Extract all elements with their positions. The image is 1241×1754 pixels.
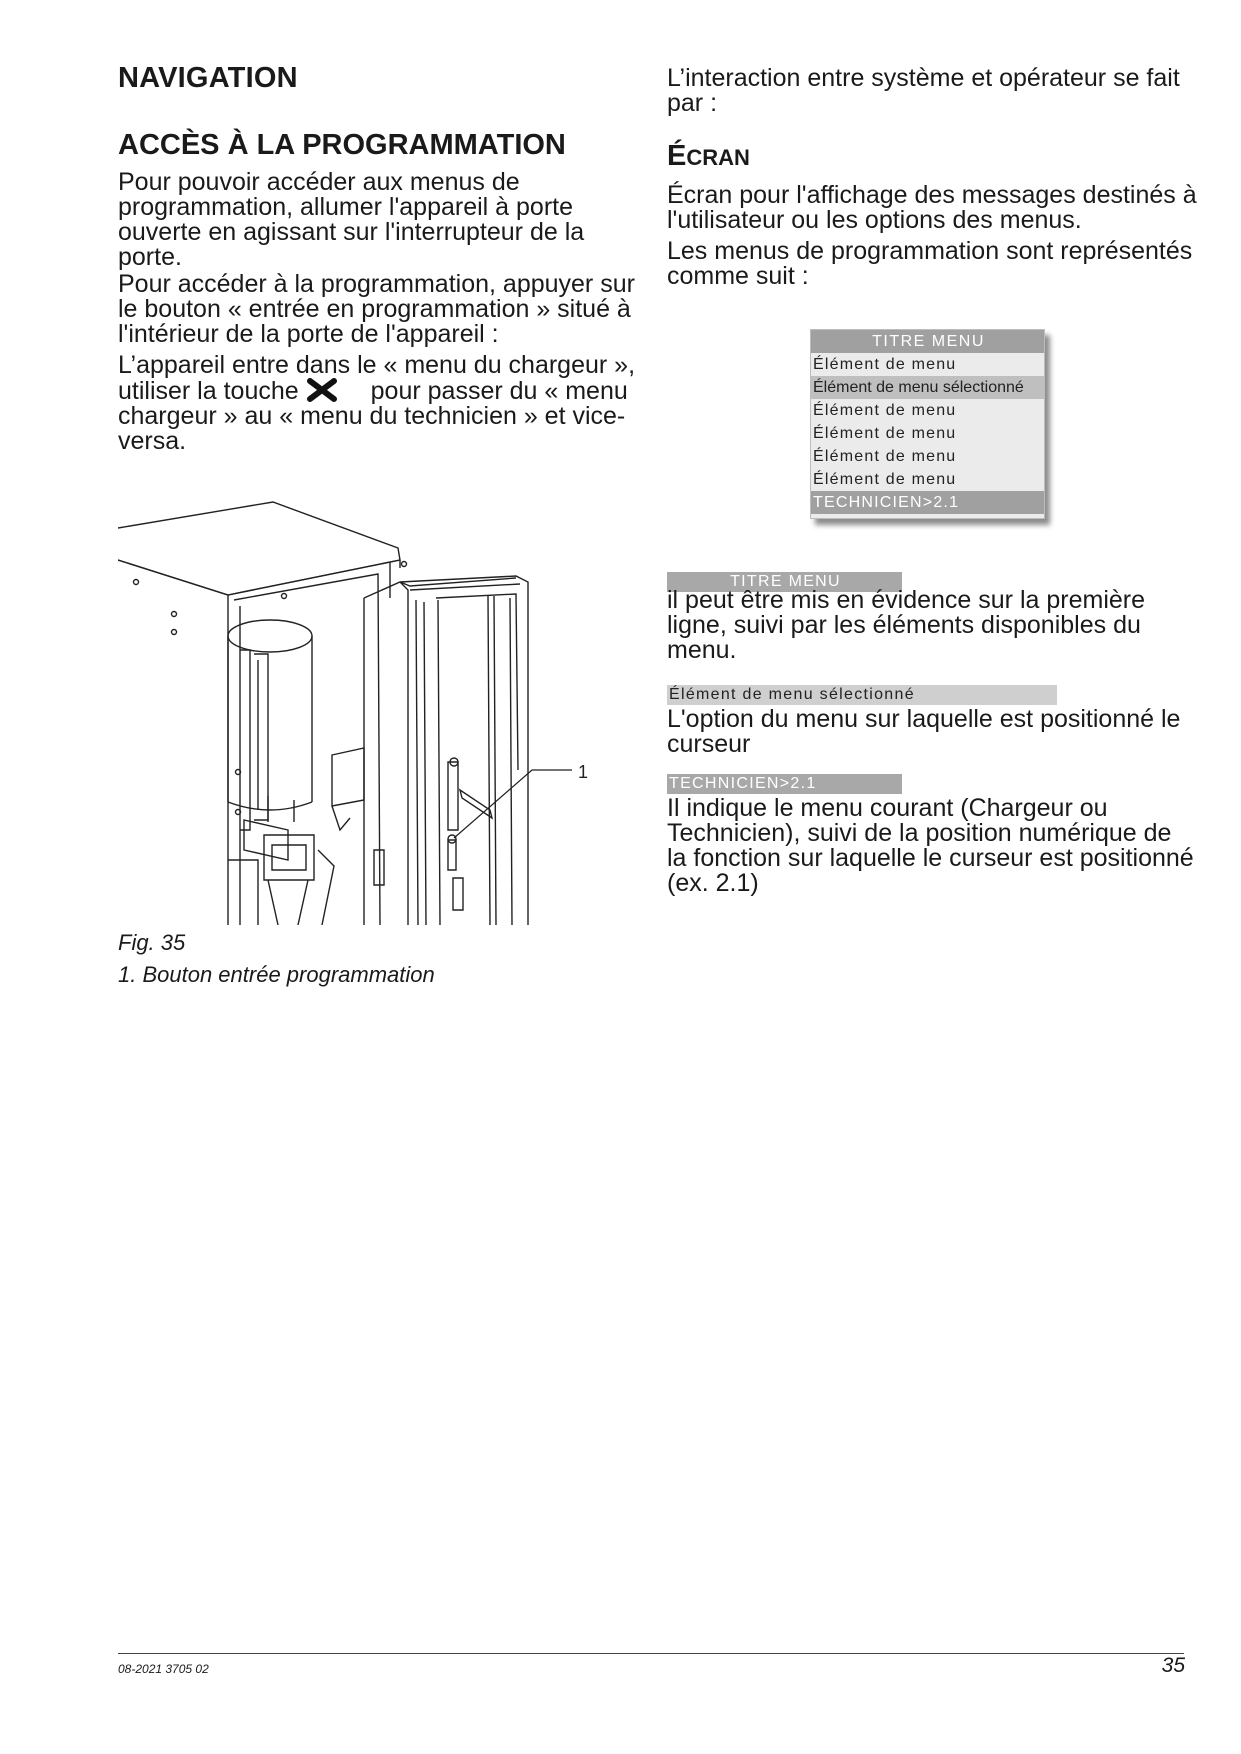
menu-example-screen xyxy=(810,329,1045,519)
footer-doc-reference: 08-2021 3705 02 xyxy=(118,1662,209,1676)
left-column xyxy=(118,62,648,460)
heading-ecran-cap: É xyxy=(667,140,687,172)
paragraph-menu-switch-start: L’appareil entre dans le « menu du chargeur », utiliser la touche xyxy=(118,351,636,405)
paragraph-menu-representation: Les menus de programmation sont représentés comme suit : xyxy=(667,237,1193,290)
menu-example-item: Élément de menu xyxy=(813,402,957,419)
legend-technician-chip: TECHNICIEN>2.1 xyxy=(667,774,902,794)
legend-title-description: il peut être mis en évidence sur la première ligne, suivi par les éléments disponibles du menu. xyxy=(667,586,1146,664)
menu-example-item: Élément de menu xyxy=(813,471,957,488)
menu-example-item: Élément de menu xyxy=(813,356,957,373)
figure-caption-title: Fig. 35 xyxy=(118,930,186,955)
heading-access-programming: ACCÈS À LA PROGRAMMATION xyxy=(118,129,566,161)
menu-example-item: Élément de menu xyxy=(813,448,957,465)
paragraph-ecran-description: Écran pour l'affichage des messages destinés à l'utilisateur ou les options des menus. xyxy=(667,181,1197,234)
paragraph-menu-switch-end: pour passer du « menu chargeur » au « menu du technicien » et vice-versa. xyxy=(118,377,628,455)
right-column xyxy=(667,66,1197,295)
menu-example-item-selected: Élément de menu sélectionné xyxy=(811,376,1044,399)
heading-ecran xyxy=(667,140,1197,173)
menu-example-item: Élément de menu xyxy=(813,425,957,442)
paragraph-interaction-intro: L’interaction entre système et opérateur se fait par : xyxy=(667,64,1180,117)
heading-navigation: NAVIGATION xyxy=(118,62,298,94)
paragraph-power-on: Pour pouvoir accéder aux menus de programmation, allumer l'appareil à porte ouverte en agissant sur l'interrupteur de la porte. xyxy=(118,168,585,271)
menu-example-footer: TECHNICIEN>2.1 xyxy=(811,491,1044,514)
menu-example-title: TITRE MENU xyxy=(811,330,1044,353)
heading-ecran-rest: CRAN xyxy=(686,145,750,170)
paragraph-press-button: Pour accéder à la programmation, appuyer sur le bouton « entrée en programmation » situé à l'intérieur de la porte de l'appareil : xyxy=(118,270,635,348)
legend-selected-description: L'option du menu sur laquelle est positionné le curseur xyxy=(667,705,1181,758)
callout-number: 1 xyxy=(578,762,589,782)
figure-caption-item: 1. Bouton entrée programmation xyxy=(118,962,435,987)
footer-divider xyxy=(118,1653,1184,1654)
x-key-icon xyxy=(307,378,337,402)
legend-technician-description: Il indique le menu courant (Chargeur ou Technicien), suivi de la position numérique de la fonction sur laquelle le curseur est positionné (ex. 2.1) xyxy=(667,794,1194,897)
legend-title-chip: TITRE MENU xyxy=(667,572,902,592)
paragraph-menu-switch xyxy=(118,353,648,454)
machine-open-door-illustration xyxy=(118,500,638,925)
page-number: 35 xyxy=(1161,1654,1185,1677)
legend-selected-chip: Élément de menu sélectionné xyxy=(667,685,1057,705)
figure-caption xyxy=(118,927,435,991)
